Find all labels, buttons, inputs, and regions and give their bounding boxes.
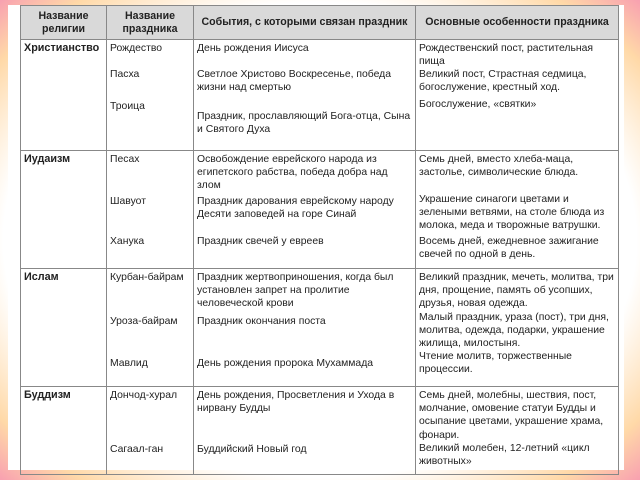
holiday-name-cell (107, 40, 194, 151)
holiday-features: Рождественский пост, растительная пища (419, 43, 594, 68)
holiday-features: Чтение молитв, торжественные процессии. (419, 351, 572, 376)
holiday-event-cell (194, 269, 416, 387)
holiday-event: Праздник свечей у евреев (197, 236, 324, 247)
holiday-features-cell (416, 269, 619, 387)
table-row (21, 269, 619, 387)
holiday-features: Семь дней, молебны, шествия, пост, молчание, омовение статуи Будды и осыпание цветами, украшение храма, фонари. (419, 390, 604, 441)
holiday-name: Курбан-байрам (110, 272, 184, 283)
header-events: События, с которыми связан праздник (194, 6, 416, 40)
holiday-name: Песах (110, 154, 140, 165)
holiday-name-cell (107, 387, 194, 475)
holiday-event: Праздник дарования еврейскому народу Десяти заповедей на горе Синай (197, 196, 394, 221)
religion-cell: Буддизм (21, 387, 107, 475)
holiday-event-cell (194, 387, 416, 475)
header-features: Основные особенности праздника (416, 6, 619, 40)
table-header-row (21, 6, 619, 40)
holiday-features: Богослужение, «святки» (419, 99, 537, 110)
holiday-event: Праздник жертвоприношения, когда был установлен запрет на пролитие человеческой крови (197, 272, 394, 310)
holiday-name-cell (107, 151, 194, 269)
religion-cell: Христианство (21, 40, 107, 151)
holiday-event: День рождения, Просветления и Ухода в нирвану Будды (197, 390, 395, 415)
holiday-features-cell (416, 40, 619, 151)
holiday-name: Сагаал-ган (110, 444, 164, 455)
holiday-name: Ханука (110, 236, 145, 247)
holiday-name-cell (107, 269, 194, 387)
holiday-event-cell (194, 151, 416, 269)
holidays-table (20, 5, 619, 475)
holiday-event: Освобождение еврейского народа из египетского рабства, победа добра над злом (197, 154, 388, 192)
holiday-features: Малый праздник, ураза (пост), три дня, молитва, одежда, подарки, украшение жилища, милостыня. (419, 311, 609, 350)
holiday-features: Семь дней, вместо хлеба-маца, застолье, символические блюда. (419, 154, 579, 179)
holiday-features: Великий молебен, 12-летний «цикл животных» (419, 442, 590, 468)
holiday-name: Пасха (110, 69, 140, 80)
holiday-name: Дончод-хурал (110, 390, 178, 401)
holiday-features: Восемь дней, ежедневное зажигание свечей по одной в день. (419, 236, 599, 261)
holiday-name: Рождество (110, 43, 163, 54)
table-row (21, 40, 619, 151)
holiday-name: Шавуот (110, 196, 146, 207)
holiday-event: Светлое Христово Воскресенье, победа жизни над смертью (197, 69, 392, 94)
holiday-event: Буддийский Новый год (197, 444, 307, 455)
header-holiday: Название праздника (107, 6, 194, 40)
holiday-event: Праздник, прославляющий Бога-отца, Сына и Святого Духа (197, 111, 411, 136)
header-religion: Название религии (21, 6, 107, 40)
holiday-event: День рождения пророка Мухаммада (197, 358, 374, 369)
table-row (21, 387, 619, 475)
holiday-features-cell (416, 151, 619, 269)
holiday-name: Уроза-байрам (110, 316, 178, 327)
holiday-event-cell (194, 40, 416, 151)
holiday-features: Украшение синагоги цветами и зелеными ветвями, на столе блюда из молока, меда и творожные ватрушки. (419, 194, 605, 232)
holiday-name: Мавлид (110, 358, 148, 369)
holiday-features: Великий праздник, мечеть, молитва, три дня, прощение, память об усопших, друзья, новая одежда. (419, 272, 614, 310)
holiday-event: Праздник окончания поста (197, 316, 326, 327)
holiday-features: Великий пост, Страстная седмица, богослужение, крестный ход. (419, 69, 587, 94)
holiday-event: День рождения Иисуса (197, 43, 309, 54)
religion-cell: Иудаизм (21, 151, 107, 269)
holiday-name: Троица (110, 101, 145, 112)
holiday-features-cell (416, 387, 619, 475)
religion-cell: Ислам (21, 269, 107, 387)
table-row (21, 151, 619, 269)
